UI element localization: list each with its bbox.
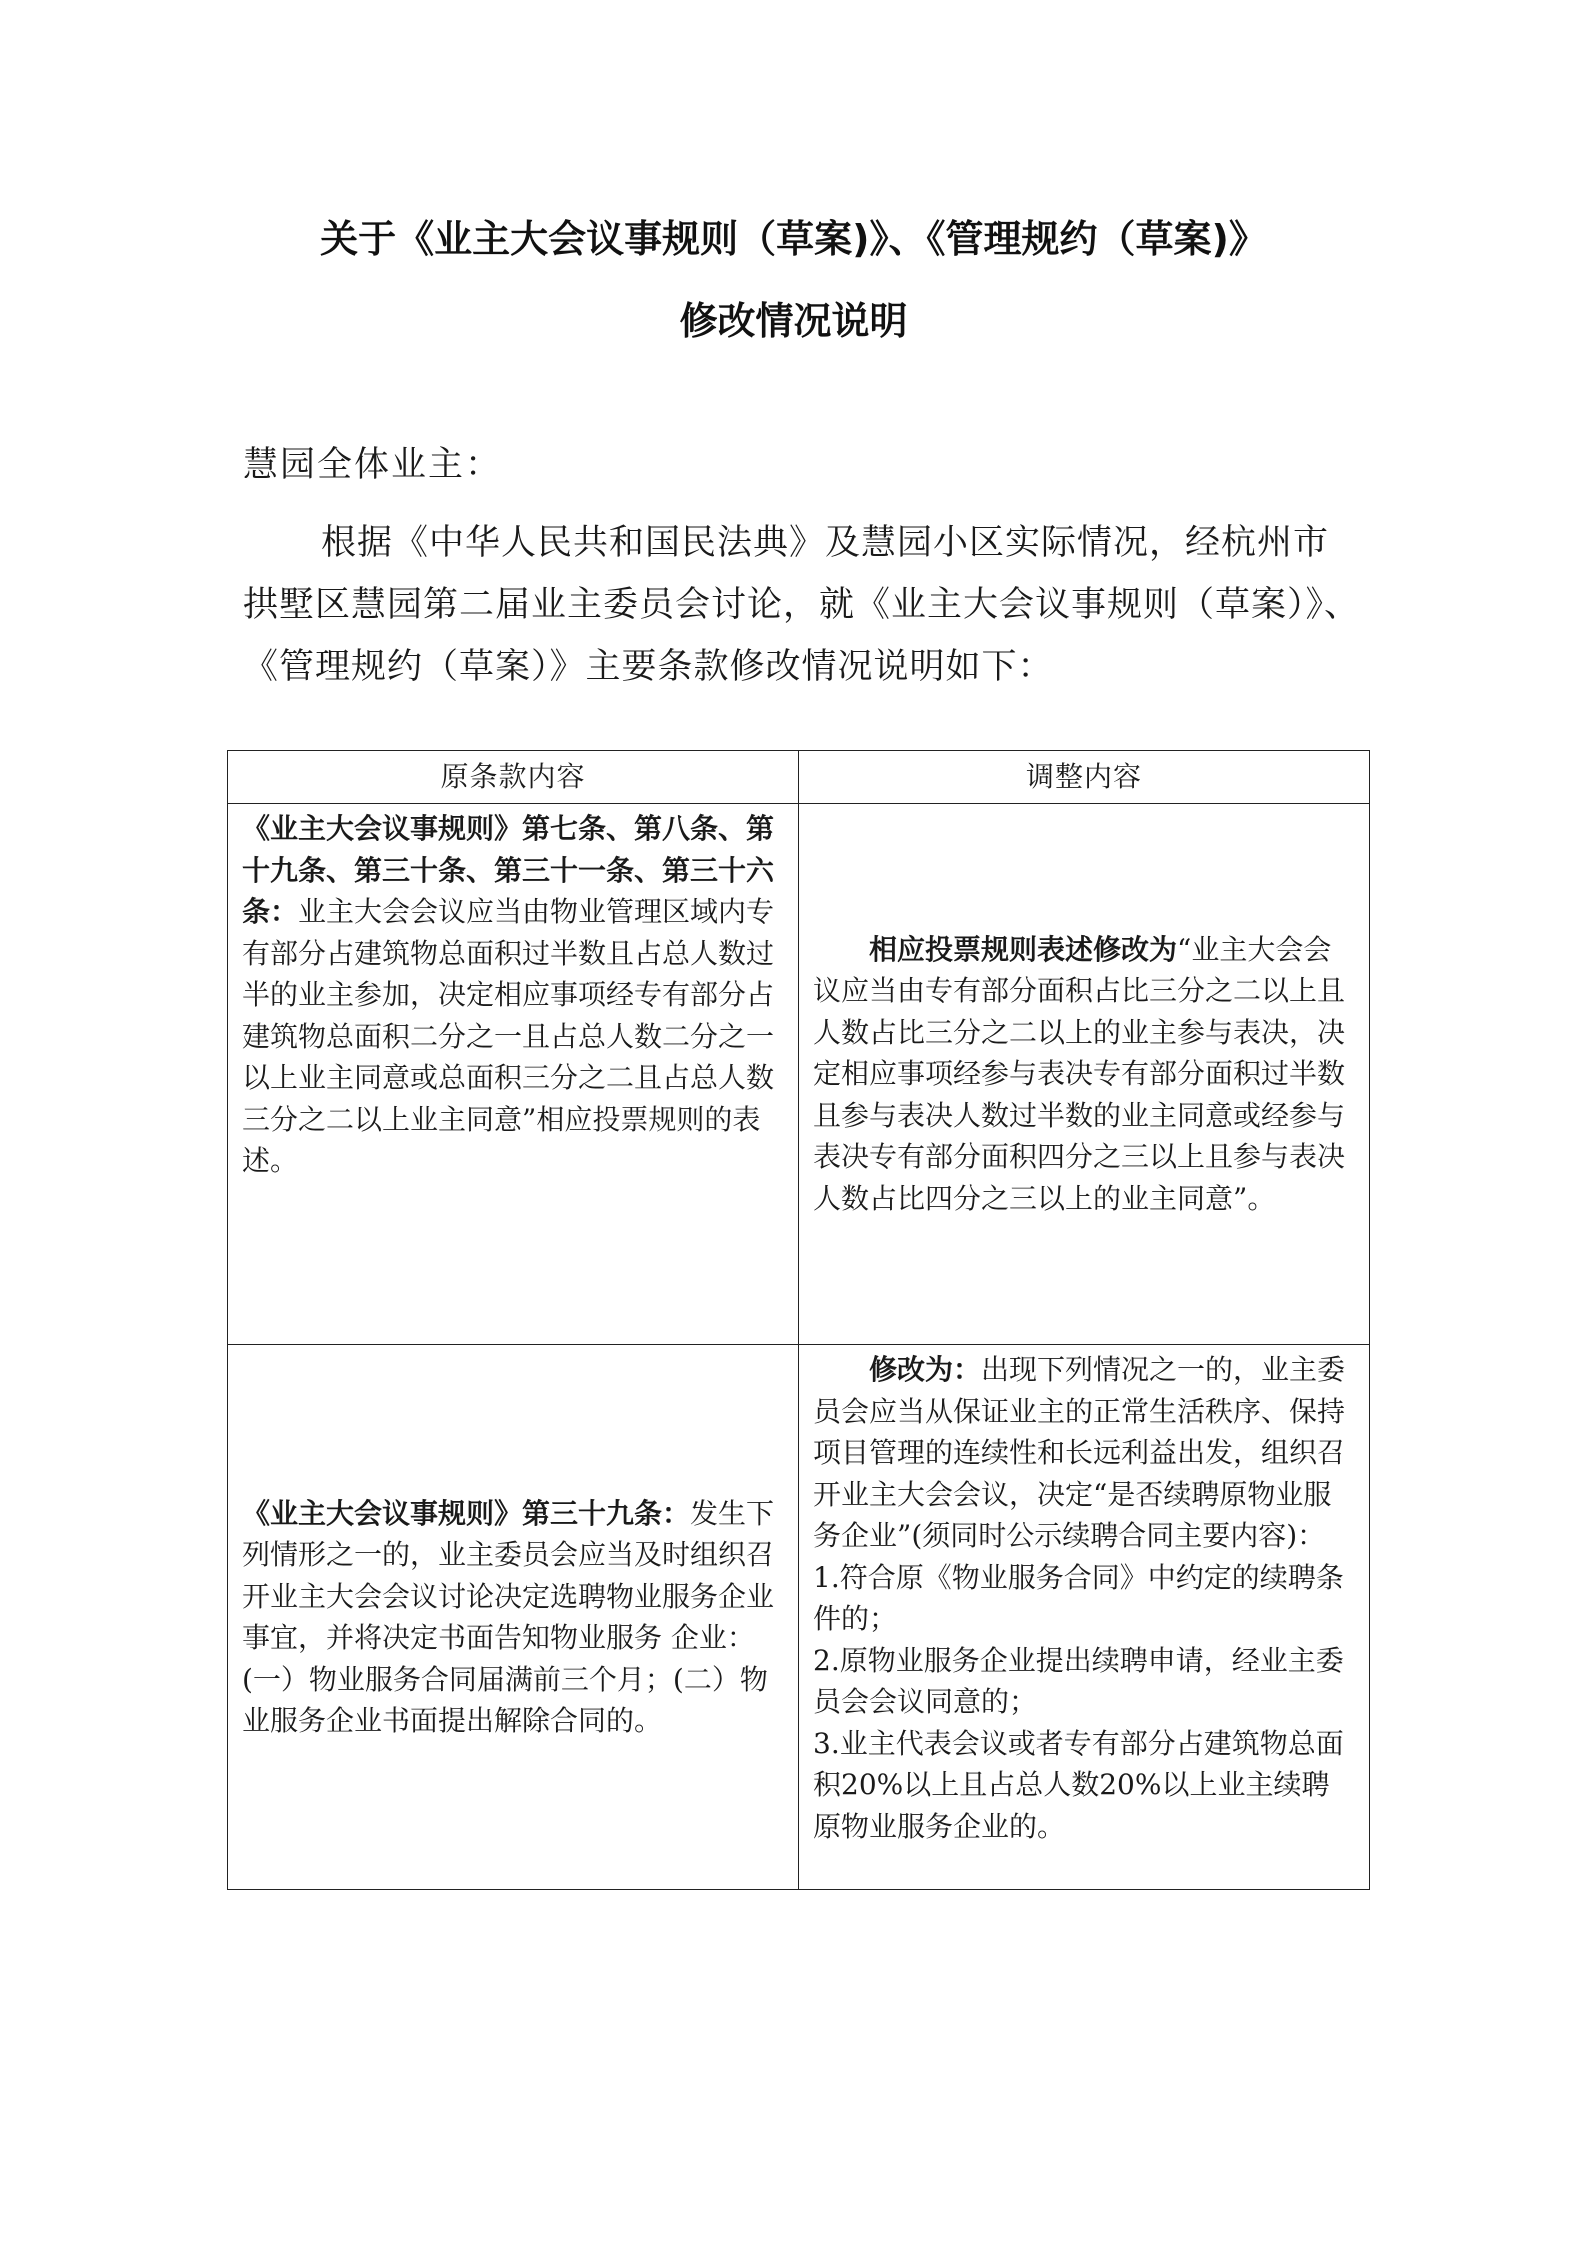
original-clause-ref: 《业主大会议事规则》第七条、第八条、第十九条、第三十条、第三十一条、第三十六条： — [242, 812, 775, 928]
revised-list-item: 1.符合原《物业服务合同》中约定的续聘条件的； — [813, 1560, 1344, 1635]
document-title-line1: 关于《业主大会议事规则（草案)》、《管理规约（草案)》 — [320, 217, 1267, 261]
original-clause-ref: 《业主大会议事规则》第三十九条： — [242, 1496, 691, 1530]
revised-clause-lead: 相应投票规则表述修改为 — [869, 932, 1178, 966]
revised-list-item: 3.业主代表会议或者专有部分占建筑物总面积20%以上且占总人数20%以上业主续聘原物业服务企业的。 — [813, 1726, 1344, 1843]
revised-list-item: 2.原物业服务企业提出续聘申请，经业主委员会会议同意的； — [813, 1643, 1344, 1718]
revised-clause-cell — [799, 1345, 1370, 1890]
amendment-table — [227, 750, 1370, 1890]
intro-line: 拱墅区慧园第二届业主委员会讨论，就《业主大会议事规则（草案）》、 — [243, 585, 1361, 625]
intro-paragraph — [243, 512, 1363, 698]
original-clause-cell — [228, 1345, 799, 1890]
intro-line: 根据《中华人民共和国民法典》及慧园小区实际情况，经杭州市 — [321, 523, 1330, 563]
original-clause-text: 发生下列情形之一的，业主委员会应当及时组织召开业主大会会议讨论决定选聘物业服务企业事宜，并将决定书面告知物业服务 企业：(一）物业服务合同届满前三个月；(二）物业服务企业书面提出解除合同的。 — [242, 1496, 775, 1737]
revised-clause-lead: 修改为： — [869, 1353, 982, 1386]
revised-clause-text: 出现下列情况之一的，业主委员会应当从保证业主的正常生活秩序、保持项目管理的连续性和长远利益出发，组织召开业主大会会议，决定“是否续聘原物业服务企业”(须同时公示续聘合同主要内容)： — [813, 1353, 1346, 1552]
document-title-line2: 修改情况说明 — [679, 299, 908, 343]
original-clause-text: 业主大会会议应当由物业管理区域内专有部分占建筑物总面积过半数且占总人数过半的业主参加，决定相应事项经专有部分占建筑物总面积二分之一且占总人数二分之一以上业主同意或总面积三分之二且占总人数三分之二以上业主同意”相应投票规则的表述。 — [242, 895, 775, 1177]
revised-clause-cell — [799, 804, 1370, 1345]
table-row — [228, 1345, 1370, 1890]
header-original: 原条款内容 — [228, 751, 799, 804]
table-row — [228, 804, 1370, 1345]
revised-clause-text: “业主大会会议应当由专有部分面积占比三分之二以上且人数占比三分之二以上的业主参与表决，决定相应事项经参与表决专有部分面积过半数且参与表决人数过半数的业主同意或经参与表决专有部分面积四分之三以上且参与表决人数占比四分之三以上的业主同意”。 — [813, 932, 1346, 1215]
header-revised: 调整内容 — [799, 751, 1370, 804]
intro-line: 《管理规约（草案）》主要条款修改情况说明如下： — [243, 647, 1054, 687]
original-clause-cell — [228, 804, 799, 1345]
table-header-row — [228, 751, 1370, 804]
salutation: 慧园全体业主： — [243, 445, 503, 485]
